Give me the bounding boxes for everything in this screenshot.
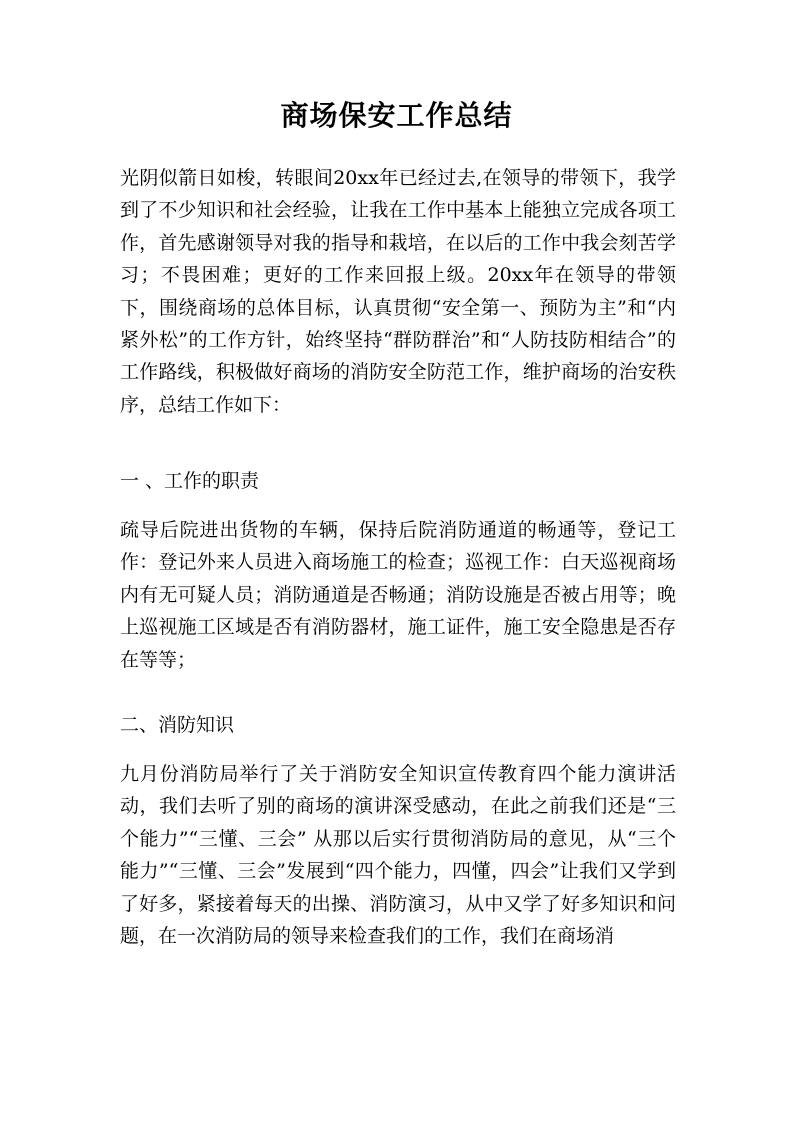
- section-heading-fire-knowledge: 二、消防知识: [120, 714, 235, 736]
- document-title: 商场保安工作总结: [280, 99, 513, 132]
- intro-paragraph: 光阴似箭日如梭，转眼间20xx年已经过去,在领导的带领下，我学到了不少知识和社会经验，让我在工作中基本上能独立完成各项工作，首先感谢领导对我的指导和栽培，在以后的工作中我会刻苦学习；不畏困难；更好的工作来回报上级。20xx年在领导的带领下，围绕商场的总体目标，认真贯彻“安全第一、预防为主”和“内紧外松”的工作方针，始终坚持“群防群治”和“人防技防相结合”的工作路线，积极做好商场的消防安全防范工作，维护商场的治安秩序，总结工作如下：: [120, 167, 676, 416]
- fire-knowledge-paragraph: 九月份消防局举行了关于消防安全知识宣传教育四个能力演讲活动，我们去听了别的商场的演讲深受感动，在此之前我们还是“三个能力”“三懂、三会” 从那以后实行贯彻消防局的意见，从“三个能力”“三懂、三会”发展到“四个能力，四懂，四会”让我们又学到了好多，紧接着每天的出操、消防演习，从中又学了好多知识和问题，在一次消防局的领导来检查我们的工作，我们在商场消: [120, 763, 676, 948]
- duties-paragraph: 疏导后院进出货物的车辆，保持后院消防通道的畅通等，登记工作：登记外来人员进入商场施工的检查；巡视工作：白天巡视商场内有无可疑人员；消防通道是否畅通；消防设施是否被占用等；晚上巡视施工区域是否有消防器材，施工证件，施工安全隐患是否存在等等；: [120, 519, 676, 671]
- section-heading-duties: 一 、工作的职责: [120, 470, 260, 492]
